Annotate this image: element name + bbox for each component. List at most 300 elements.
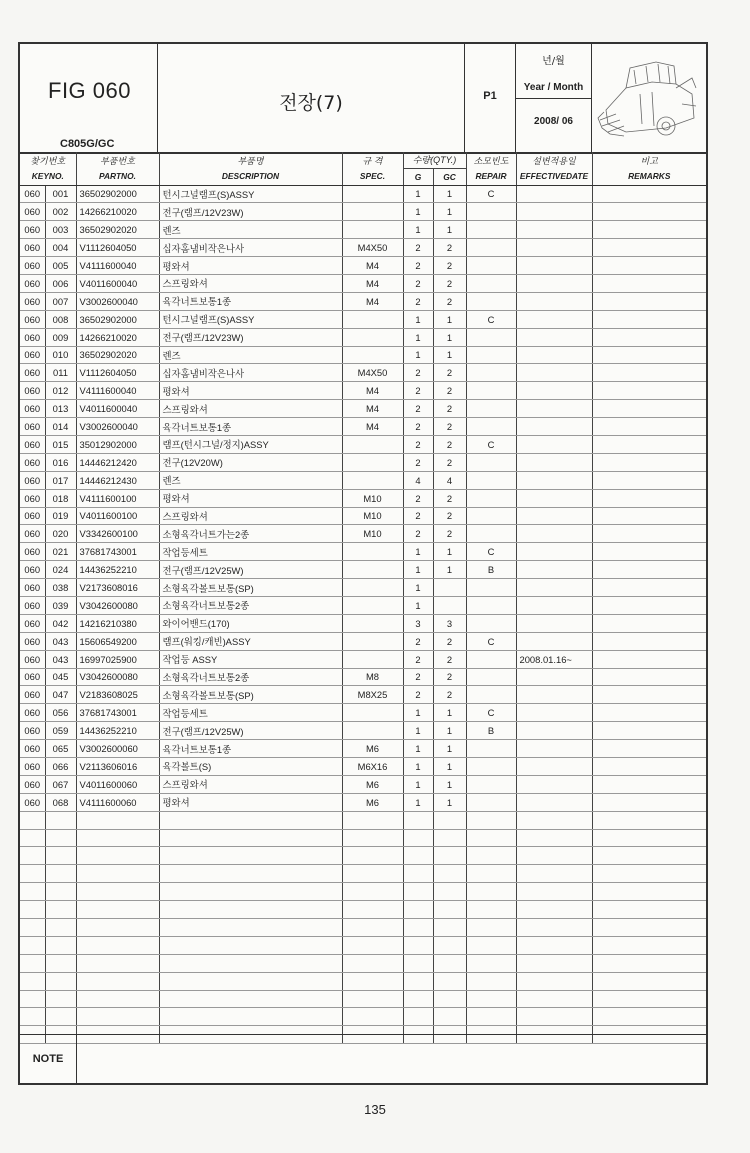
remarks-cell: [592, 203, 706, 221]
spec-cell: [342, 829, 403, 847]
part-number-cell: V3002600040: [76, 292, 159, 310]
qty-gc-cell: [433, 865, 466, 883]
part-number-cell: 37681743001: [76, 704, 159, 722]
parts-table: [20, 152, 706, 1044]
table-row: [20, 579, 706, 597]
qty-g-cell: 2: [403, 525, 433, 543]
description-cell: 와이어밴드(170): [159, 614, 342, 632]
fig-cell: [20, 919, 45, 937]
key-cell: [45, 954, 76, 972]
key-cell: 008: [45, 310, 76, 328]
qty-gc-cell: 2: [433, 257, 466, 275]
repair-cell: C: [466, 310, 516, 328]
remarks-cell: [592, 400, 706, 418]
effective-date-cell: [516, 346, 592, 364]
remarks-cell: [592, 418, 706, 436]
repair-cell: [466, 453, 516, 471]
machine-image-box: [592, 44, 706, 152]
key-cell: 043: [45, 650, 76, 668]
key-cell: 005: [45, 257, 76, 275]
qty-g-cell: 2: [403, 650, 433, 668]
remarks-cell: [592, 382, 706, 400]
remarks-cell: [592, 364, 706, 382]
repair-cell: C: [466, 185, 516, 203]
spec-cell: M10: [342, 525, 403, 543]
spec-cell: [342, 919, 403, 937]
fig-cell: 060: [20, 561, 45, 579]
part-number-cell: 14446212430: [76, 471, 159, 489]
effective-date-cell: [516, 543, 592, 561]
qty-gc-cell: [433, 847, 466, 865]
description-cell: 전구(램프/12V25W): [159, 722, 342, 740]
effective-date-cell: [516, 292, 592, 310]
key-cell: [45, 847, 76, 865]
effective-date-cell: [516, 901, 592, 919]
repair-cell: [466, 650, 516, 668]
part-number-cell: V2173608016: [76, 579, 159, 597]
key-cell: 043: [45, 632, 76, 650]
fig-cell: [20, 847, 45, 865]
spec-cell: [342, 990, 403, 1008]
fig-cell: 060: [20, 346, 45, 364]
effective-date-cell: [516, 990, 592, 1008]
table-row: [20, 507, 706, 525]
repair-cell: [466, 972, 516, 990]
repair-cell: [466, 221, 516, 239]
key-cell: 020: [45, 525, 76, 543]
key-cell: 038: [45, 579, 76, 597]
remarks-cell: [592, 775, 706, 793]
qty-gc-cell: [433, 954, 466, 972]
qty-g-cell: [403, 865, 433, 883]
page-code: P1: [483, 90, 497, 102]
col-qty-gc: GC: [433, 168, 466, 185]
fig-cell: 060: [20, 239, 45, 257]
key-cell: 016: [45, 453, 76, 471]
spec-cell: M6: [342, 740, 403, 758]
spec-cell: [342, 221, 403, 239]
col-repair-en: REPAIR: [466, 168, 516, 185]
key-cell: 042: [45, 614, 76, 632]
qty-gc-cell: 2: [433, 239, 466, 257]
table-row: [20, 257, 706, 275]
empty-row: [20, 847, 706, 865]
qty-g-cell: [403, 954, 433, 972]
repair-cell: [466, 936, 516, 954]
key-cell: 019: [45, 507, 76, 525]
effective-date-cell: [516, 632, 592, 650]
key-cell: [45, 990, 76, 1008]
col-keyno-ko: 찾기번호: [20, 152, 76, 168]
table-row: [20, 525, 706, 543]
part-number-cell: [76, 901, 159, 919]
qty-gc-cell: [433, 1008, 466, 1026]
part-number-cell: 14266210020: [76, 203, 159, 221]
qty-g-cell: 4: [403, 471, 433, 489]
qty-g-cell: 1: [403, 704, 433, 722]
spec-cell: [342, 865, 403, 883]
part-number-cell: [76, 865, 159, 883]
fig-cell: [20, 990, 45, 1008]
qty-gc-cell: 2: [433, 668, 466, 686]
description-cell: 턴시그널램프(S)ASSY: [159, 185, 342, 203]
qty-g-cell: 1: [403, 740, 433, 758]
spec-cell: [342, 203, 403, 221]
qty-g-cell: 2: [403, 274, 433, 292]
qty-gc-cell: 1: [433, 561, 466, 579]
table-row: [20, 632, 706, 650]
part-number-cell: V4011600100: [76, 507, 159, 525]
effective-date-cell: [516, 1008, 592, 1026]
fig-cell: 060: [20, 453, 45, 471]
table-row: [20, 274, 706, 292]
qty-gc-cell: 1: [433, 704, 466, 722]
table-row: [20, 650, 706, 668]
effective-date-cell: [516, 758, 592, 776]
description-cell: 평와셔: [159, 793, 342, 811]
page-number: 135: [364, 1102, 386, 1117]
repair-cell: [466, 203, 516, 221]
col-desc-en: DESCRIPTION: [159, 168, 342, 185]
effective-date-cell: [516, 936, 592, 954]
description-cell: 작업등 ASSY: [159, 650, 342, 668]
col-spec-ko: 규 격: [342, 152, 403, 168]
title-box: [158, 44, 465, 152]
repair-cell: C: [466, 543, 516, 561]
fig-cell: [20, 1008, 45, 1026]
repair-cell: [466, 346, 516, 364]
table-row: [20, 668, 706, 686]
qty-g-cell: 2: [403, 382, 433, 400]
fig-cell: 060: [20, 632, 45, 650]
effective-date-cell: [516, 400, 592, 418]
qty-g-cell: 1: [403, 579, 433, 597]
effective-date-cell: 2008.01.16~: [516, 650, 592, 668]
description-cell: 소형육각볼트보통(SP): [159, 686, 342, 704]
description-cell: 스프링와셔: [159, 775, 342, 793]
part-number-cell: V4011600040: [76, 400, 159, 418]
spec-cell: [342, 650, 403, 668]
description-cell: [159, 972, 342, 990]
fig-cell: 060: [20, 596, 45, 614]
description-cell: 평와셔: [159, 489, 342, 507]
repair-cell: [466, 793, 516, 811]
effective-date-cell: [516, 507, 592, 525]
fig-cell: 060: [20, 740, 45, 758]
table-row: [20, 740, 706, 758]
part-number-cell: [76, 972, 159, 990]
table-row: [20, 614, 706, 632]
repair-cell: [466, 579, 516, 597]
fig-cell: 060: [20, 185, 45, 203]
fig-cell: 060: [20, 400, 45, 418]
description-cell: [159, 865, 342, 883]
empty-row: [20, 972, 706, 990]
description-cell: 램프(워킹/캐빈)ASSY: [159, 632, 342, 650]
effective-date-cell: [516, 310, 592, 328]
effective-date-cell: [516, 704, 592, 722]
repair-cell: [466, 990, 516, 1008]
repair-cell: [466, 274, 516, 292]
year-month-label-en: Year / Month: [523, 82, 584, 93]
repair-cell: [466, 471, 516, 489]
qty-g-cell: [403, 1008, 433, 1026]
part-number-cell: V4011600040: [76, 274, 159, 292]
fig-cell: [20, 936, 45, 954]
spec-cell: M6: [342, 775, 403, 793]
key-cell: 004: [45, 239, 76, 257]
spec-cell: M4: [342, 400, 403, 418]
spec-cell: [342, 972, 403, 990]
remarks-cell: [592, 954, 706, 972]
qty-gc-cell: 2: [433, 400, 466, 418]
remarks-cell: [592, 650, 706, 668]
description-cell: 렌즈: [159, 346, 342, 364]
col-remarks-en: REMARKS: [592, 168, 706, 185]
repair-cell: C: [466, 704, 516, 722]
remarks-cell: [592, 471, 706, 489]
table-row: [20, 292, 706, 310]
fig-cell: 060: [20, 775, 45, 793]
fig-cell: 060: [20, 203, 45, 221]
qty-gc-cell: [433, 901, 466, 919]
part-number-cell: 14446212420: [76, 453, 159, 471]
key-cell: [45, 1008, 76, 1026]
qty-gc-cell: 3: [433, 614, 466, 632]
fig-cell: 060: [20, 614, 45, 632]
description-cell: 소형육각볼트보통(SP): [159, 579, 342, 597]
fig-cell: [20, 829, 45, 847]
repair-cell: [466, 811, 516, 829]
key-cell: 002: [45, 203, 76, 221]
remarks-cell: [592, 722, 706, 740]
table-row: [20, 758, 706, 776]
fig-cell: [20, 954, 45, 972]
table-row: [20, 453, 706, 471]
col-eff-ko: 설변적용일: [516, 152, 592, 168]
effective-date-cell: [516, 865, 592, 883]
issue-date: 2008/ 06: [534, 116, 573, 127]
qty-gc-cell: 2: [433, 364, 466, 382]
effective-date-cell: [516, 954, 592, 972]
spec-cell: [342, 185, 403, 203]
qty-gc-cell: [433, 919, 466, 937]
qty-g-cell: [403, 919, 433, 937]
qty-g-cell: [403, 829, 433, 847]
table-row: [20, 435, 706, 453]
spec-cell: [342, 954, 403, 972]
repair-cell: [466, 865, 516, 883]
qty-gc-cell: 2: [433, 632, 466, 650]
qty-g-cell: [403, 936, 433, 954]
spec-cell: M8: [342, 668, 403, 686]
description-cell: [159, 811, 342, 829]
part-number-cell: [76, 847, 159, 865]
table-row: [20, 775, 706, 793]
spec-cell: [342, 561, 403, 579]
effective-date-cell: [516, 793, 592, 811]
repair-cell: B: [466, 561, 516, 579]
remarks-cell: [592, 972, 706, 990]
spec-cell: [342, 453, 403, 471]
effective-date-cell: [516, 919, 592, 937]
spec-cell: [342, 1008, 403, 1026]
remarks-cell: [592, 257, 706, 275]
col-qty-ko: 수량(QTY.): [403, 152, 466, 168]
part-number-cell: V4011600060: [76, 775, 159, 793]
table-row: [20, 418, 706, 436]
remarks-cell: [592, 507, 706, 525]
table-row: [20, 793, 706, 811]
qty-g-cell: 2: [403, 239, 433, 257]
fig-cell: 060: [20, 793, 45, 811]
key-cell: 039: [45, 596, 76, 614]
description-cell: 소형육각너트가는2종: [159, 525, 342, 543]
repair-cell: [466, 382, 516, 400]
part-number-cell: V3042600080: [76, 596, 159, 614]
qty-g-cell: 1: [403, 722, 433, 740]
description-cell: [159, 936, 342, 954]
repair-cell: [466, 364, 516, 382]
qty-gc-cell: 1: [433, 328, 466, 346]
remarks-cell: [592, 328, 706, 346]
repair-cell: [466, 1008, 516, 1026]
key-cell: 067: [45, 775, 76, 793]
part-number-cell: V2183608025: [76, 686, 159, 704]
spec-cell: [342, 310, 403, 328]
table-row: [20, 203, 706, 221]
key-cell: 012: [45, 382, 76, 400]
empty-row: [20, 865, 706, 883]
repair-cell: [466, 668, 516, 686]
qty-g-cell: 1: [403, 310, 433, 328]
qty-gc-cell: 2: [433, 435, 466, 453]
part-number-cell: V3042600080: [76, 668, 159, 686]
part-number-cell: V1112604050: [76, 239, 159, 257]
remarks-cell: [592, 453, 706, 471]
qty-g-cell: [403, 847, 433, 865]
description-cell: [159, 883, 342, 901]
remarks-cell: [592, 704, 706, 722]
parts-list-sheet: [18, 42, 708, 1085]
table-row: [20, 722, 706, 740]
effective-date-cell: [516, 274, 592, 292]
spec-cell: [342, 883, 403, 901]
spec-cell: [342, 614, 403, 632]
effective-date-cell: [516, 668, 592, 686]
key-cell: 021: [45, 543, 76, 561]
repair-cell: [466, 328, 516, 346]
table-row: [20, 346, 706, 364]
qty-gc-cell: 1: [433, 203, 466, 221]
year-month-box: [516, 44, 592, 152]
qty-gc-cell: [433, 936, 466, 954]
description-cell: 소형육각너트보통2종: [159, 596, 342, 614]
qty-gc-cell: 1: [433, 793, 466, 811]
qty-g-cell: [403, 972, 433, 990]
note-area: [20, 1034, 706, 1084]
empty-row: [20, 1008, 706, 1026]
effective-date-cell: [516, 203, 592, 221]
part-number-cell: V4111600040: [76, 257, 159, 275]
qty-gc-cell: 2: [433, 418, 466, 436]
remarks-cell: [592, 865, 706, 883]
qty-gc-cell: [433, 811, 466, 829]
effective-date-cell: [516, 525, 592, 543]
description-cell: 평와셔: [159, 257, 342, 275]
qty-g-cell: 2: [403, 364, 433, 382]
spec-cell: [342, 328, 403, 346]
part-number-cell: [76, 1008, 159, 1026]
description-cell: 램프(턴시그널/정지)ASSY: [159, 435, 342, 453]
qty-gc-cell: 1: [433, 722, 466, 740]
repair-cell: [466, 686, 516, 704]
qty-g-cell: 2: [403, 489, 433, 507]
part-number-cell: [76, 936, 159, 954]
qty-gc-cell: 1: [433, 310, 466, 328]
key-cell: 013: [45, 400, 76, 418]
effective-date-cell: [516, 722, 592, 740]
fig-cell: 060: [20, 274, 45, 292]
qty-gc-cell: 2: [433, 525, 466, 543]
description-cell: 육각너트보통1종: [159, 740, 342, 758]
part-number-cell: 14436252210: [76, 722, 159, 740]
divider: [516, 98, 591, 99]
repair-cell: [466, 954, 516, 972]
part-number-cell: [76, 811, 159, 829]
key-cell: 047: [45, 686, 76, 704]
qty-gc-cell: 2: [433, 292, 466, 310]
spec-cell: [342, 543, 403, 561]
part-number-cell: 15606549200: [76, 632, 159, 650]
description-cell: 전구(램프/12V25W): [159, 561, 342, 579]
qty-gc-cell: [433, 990, 466, 1008]
repair-cell: [466, 525, 516, 543]
description-cell: [159, 829, 342, 847]
remarks-cell: [592, 847, 706, 865]
spec-cell: M4: [342, 418, 403, 436]
qty-g-cell: 1: [403, 328, 433, 346]
repair-cell: C: [466, 435, 516, 453]
qty-g-cell: 1: [403, 775, 433, 793]
qty-gc-cell: [433, 579, 466, 597]
qty-g-cell: 2: [403, 400, 433, 418]
table-row: [20, 382, 706, 400]
repair-cell: C: [466, 632, 516, 650]
effective-date-cell: [516, 382, 592, 400]
spec-cell: M8X25: [342, 686, 403, 704]
qty-g-cell: 3: [403, 614, 433, 632]
description-cell: 전구(12V20W): [159, 453, 342, 471]
key-cell: [45, 865, 76, 883]
qty-gc-cell: 2: [433, 382, 466, 400]
remarks-cell: [592, 829, 706, 847]
qty-g-cell: [403, 811, 433, 829]
key-cell: [45, 883, 76, 901]
remarks-cell: [592, 310, 706, 328]
effective-date-cell: [516, 471, 592, 489]
remarks-cell: [592, 901, 706, 919]
part-number-cell: V1112604050: [76, 364, 159, 382]
qty-g-cell: 1: [403, 596, 433, 614]
key-cell: 011: [45, 364, 76, 382]
spec-cell: [342, 901, 403, 919]
remarks-cell: [592, 185, 706, 203]
spec-cell: M6: [342, 793, 403, 811]
effective-date-cell: [516, 418, 592, 436]
part-number-cell: [76, 990, 159, 1008]
spec-cell: [342, 936, 403, 954]
